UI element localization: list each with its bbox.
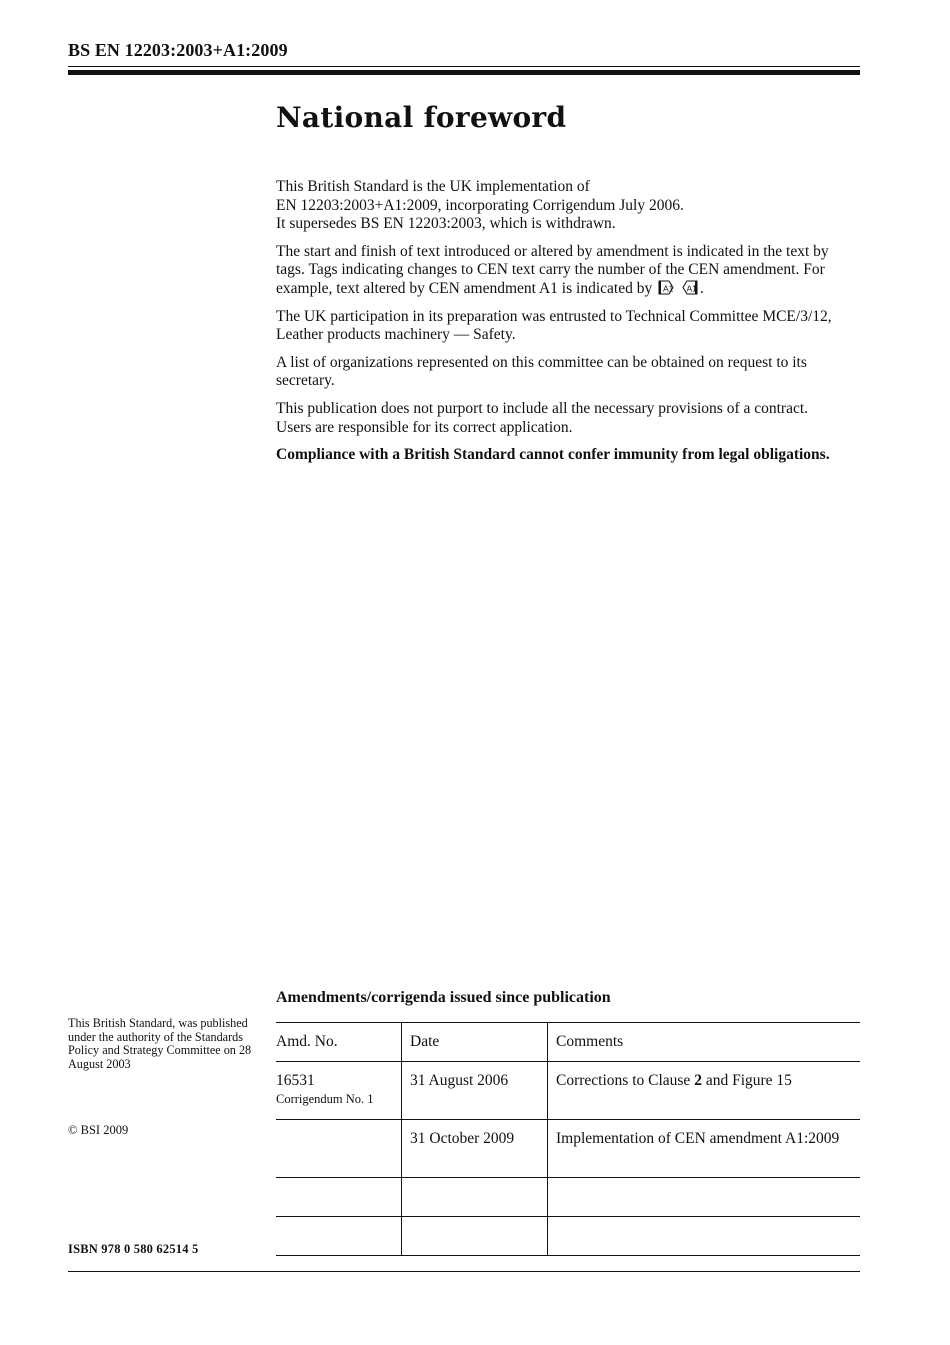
foreword-p1-line3: It supersedes BS EN 12203:2003, which is withdrawn.: [276, 215, 616, 233]
footer-rule: [68, 1271, 860, 1272]
amendments-heading: Amendments/corrigenda issued since publication: [276, 989, 611, 1006]
isbn-number: ISBN 978 0 580 62514 5: [68, 1242, 199, 1256]
column-header-amd-no: Amd. No.: [276, 1023, 402, 1062]
comment-text: Corrections to Clause: [556, 1072, 695, 1089]
foreword-paragraph-1: [276, 178, 846, 234]
empty-cell: [402, 1217, 548, 1256]
foreword-paragraph-3: The UK participation in its preparation was entrusted to Technical Committee MCE/3/12, Leather products machinery — Safety.: [276, 307, 832, 344]
document-id-header: BS EN 12203:2003+A1:2009: [68, 40, 288, 60]
foreword-p2-text: The start and finish of text introduced or altered by amendment is indicated in the text by tags. Tags indicating changes to CEN text carry the number of the CEN amendment. For example, text altered by CEN amendment A1 is indicated by: [276, 242, 829, 297]
amd-no-cell: [276, 1062, 402, 1120]
date-cell: 31 August 2006: [402, 1062, 548, 1120]
empty-cell: [276, 1178, 402, 1217]
comments-cell: [548, 1062, 861, 1120]
publication-authority-note: This British Standard, was published under the authority of the Standards Policy and Strategy Committee on 28 August 2003: [68, 1016, 252, 1071]
copyright-notice: © BSI 2009: [68, 1123, 129, 1137]
empty-cell: [548, 1217, 861, 1256]
amendment-start-tag-icon: [658, 280, 674, 295]
amendments-header-row: [276, 1023, 860, 1062]
date-cell: 31 October 2009: [402, 1120, 548, 1178]
column-header-comments: Comments: [548, 1023, 861, 1062]
amendments-table: [276, 1022, 860, 1256]
table-row: [276, 1120, 860, 1178]
amendment-start-tag-label: A1: [663, 283, 674, 294]
header-rule-thin: [68, 66, 860, 67]
comments-cell: Implementation of CEN amendment A1:2009: [548, 1120, 861, 1178]
header-rule-thick: [68, 70, 860, 75]
foreword-p2-end: .: [699, 279, 704, 297]
column-header-date: Date: [402, 1023, 548, 1062]
comment-bold: 2: [694, 1072, 702, 1089]
foreword-paragraph-5: This publication does not purport to include all the necessary provisions of a contract. Users are responsible for its correct application.: [276, 399, 809, 436]
table-row: [276, 1062, 860, 1120]
foreword-body: [276, 178, 846, 474]
amd-no-cell: [276, 1120, 402, 1178]
table-row-empty: [276, 1178, 860, 1217]
empty-cell: [402, 1178, 548, 1217]
amd-no: 16531: [276, 1072, 315, 1089]
comment-text-end: and Figure 15: [701, 1072, 792, 1089]
empty-cell: [548, 1178, 861, 1217]
page-title: National foreword: [276, 101, 567, 134]
amd-sub-label: Corrigendum No. 1: [276, 1092, 374, 1106]
compliance-statement: Compliance with a British Standard cannot confer immunity from legal obligations.: [276, 446, 830, 464]
foreword-p1-line1: This British Standard is the UK implementation of: [276, 178, 590, 195]
foreword-paragraph-4: A list of organizations represented on this committee can be obtained on request to its secretary.: [276, 353, 807, 390]
amendment-end-tag-label: A1: [686, 283, 697, 294]
foreword-p1-line2: EN 12203:2003+A1:2009, incorporating Corrigendum July 2006.: [276, 196, 684, 214]
table-row-empty: [276, 1217, 860, 1256]
empty-cell: [276, 1217, 402, 1256]
amendment-end-tag-icon: [682, 280, 698, 295]
foreword-paragraph-2: [276, 243, 846, 299]
